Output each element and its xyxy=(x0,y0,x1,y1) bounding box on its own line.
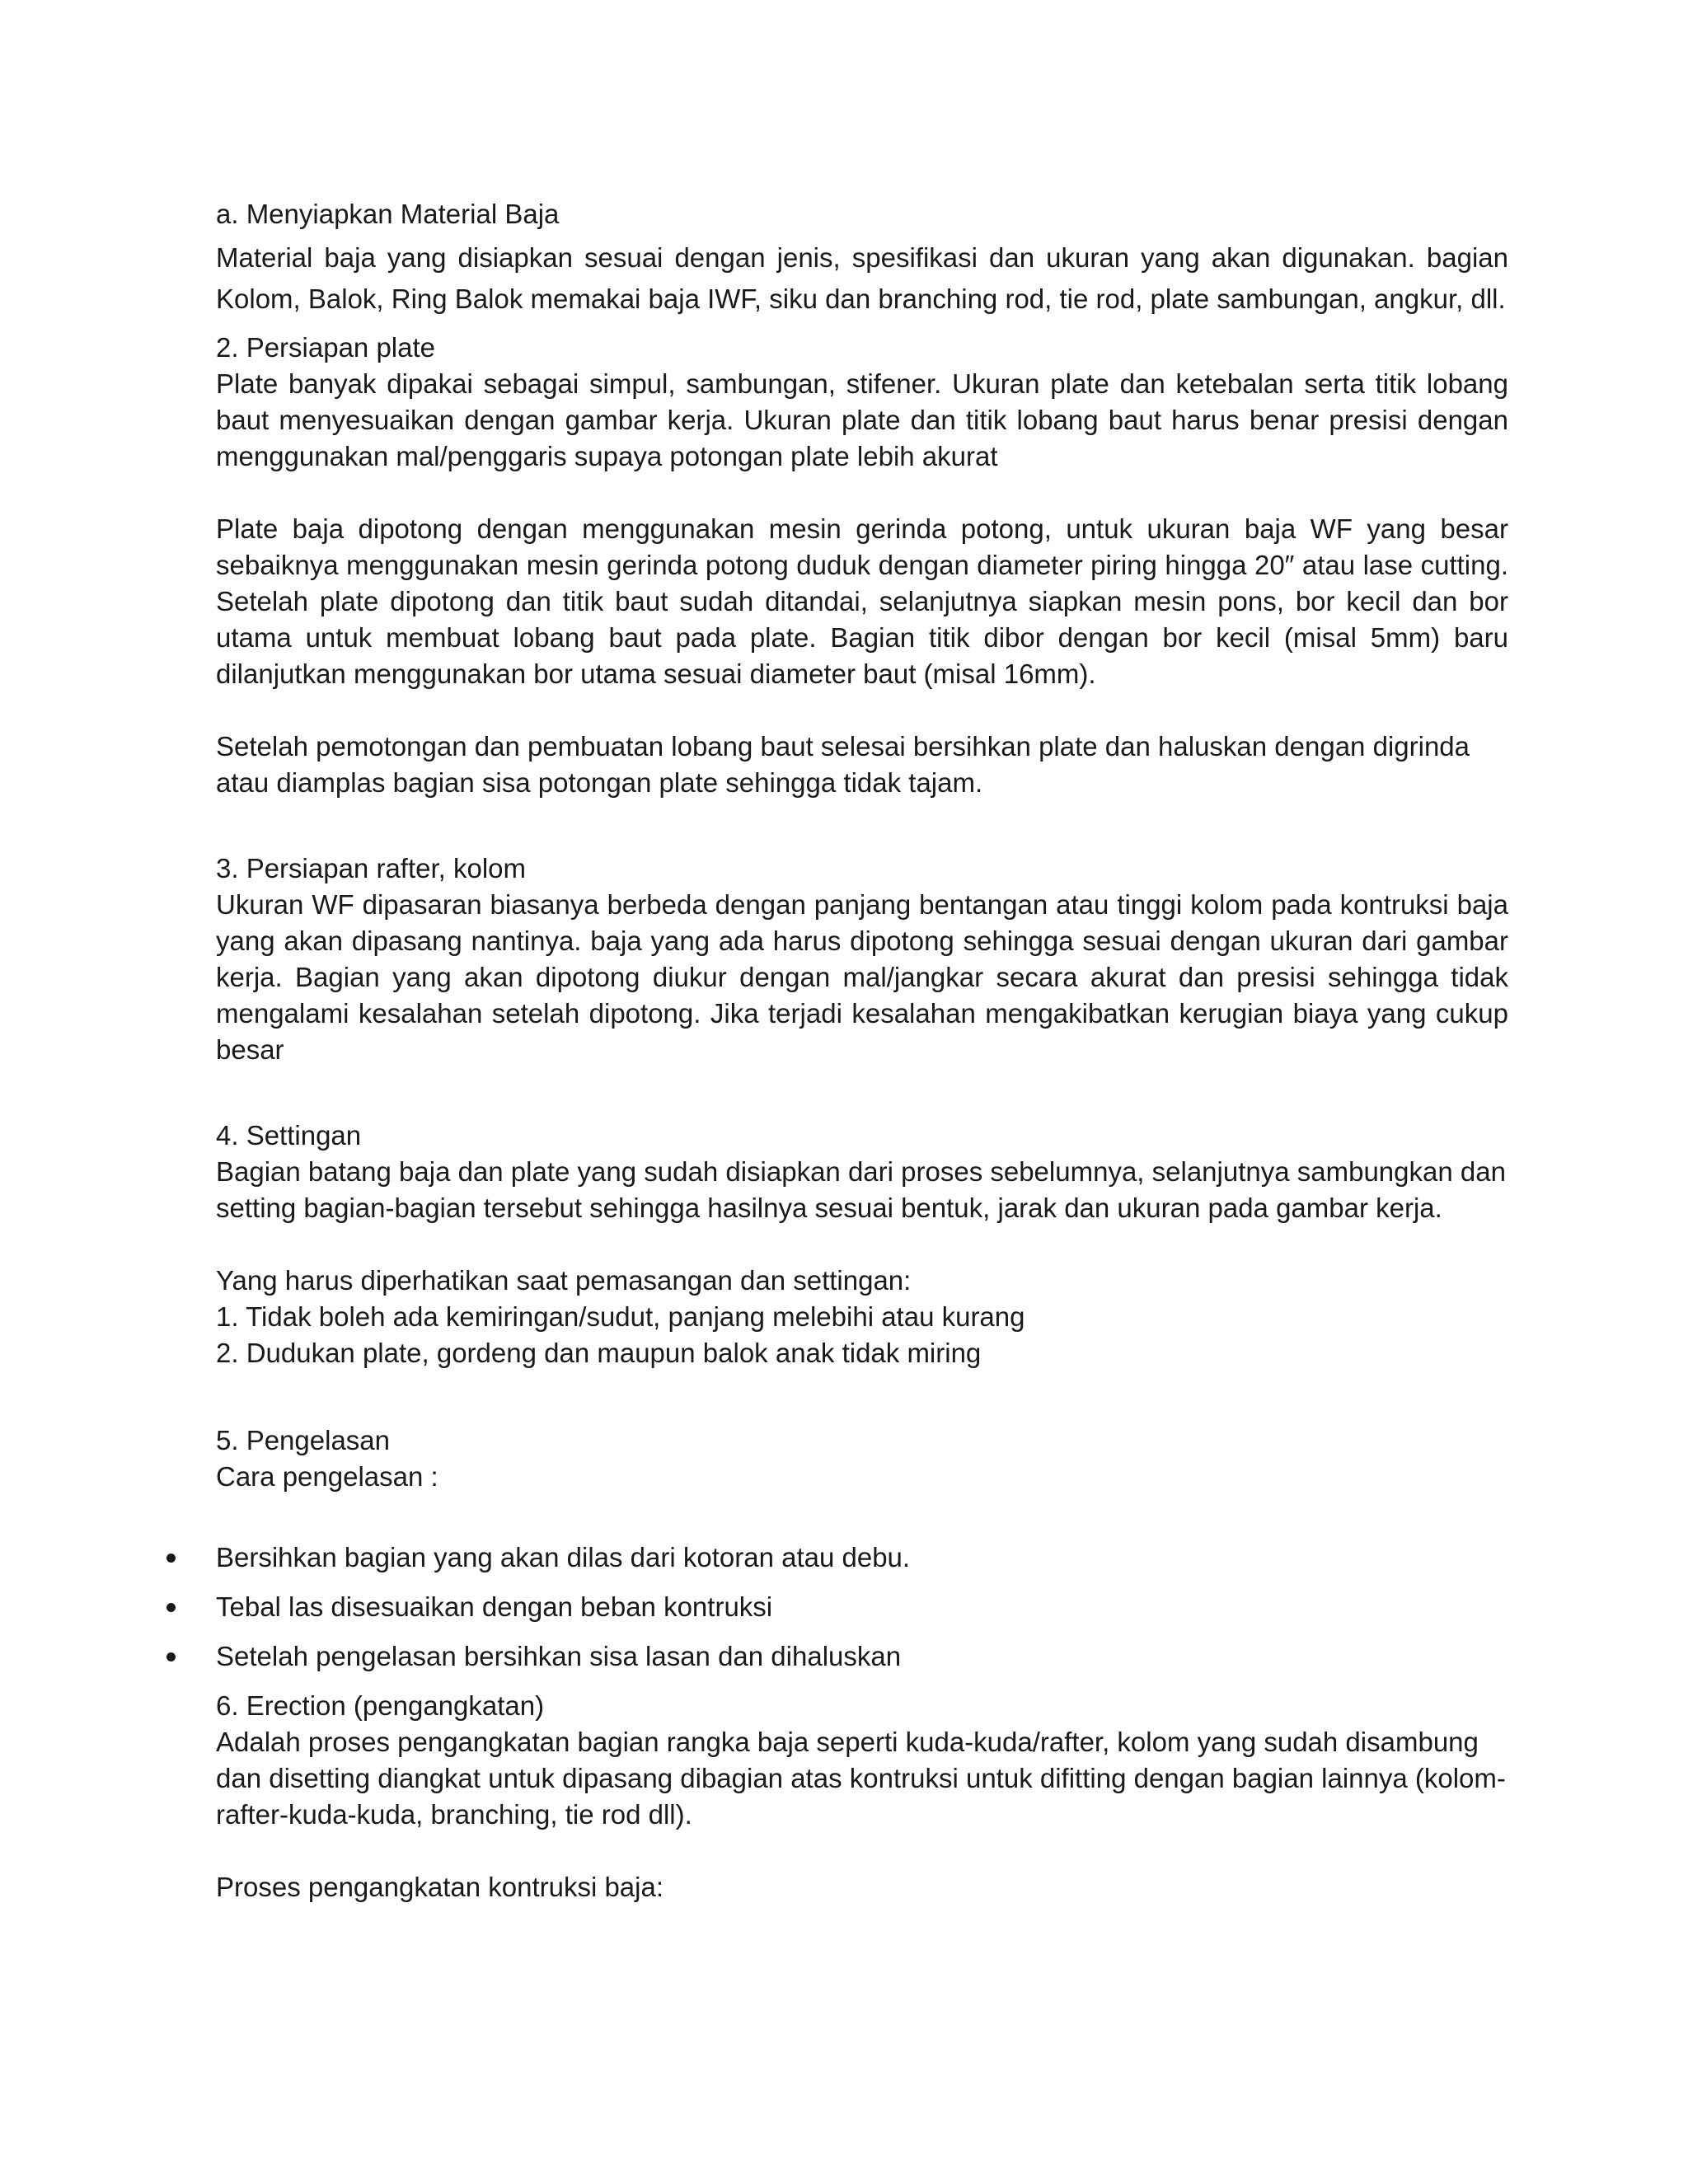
section-6-closing: Proses pengangkatan kontruksi baja: xyxy=(216,1872,664,1902)
bullet-icon xyxy=(166,1554,176,1563)
section-2-body-3: Setelah pemotongan dan pembuatan lobang baut selesai bersihkan plate dan haluskan dengan digrinda atau diamplas bagian sisa potongan plate sehingga tidak tajam. xyxy=(216,731,1470,798)
section-6 xyxy=(216,1688,1508,1905)
section-3 xyxy=(216,851,1508,1068)
section-2-body-1: Plate banyak dipakai sebagai simpul, sambungan, stifener. Ukuran plate dan ketebalan serta titik lobang baut menyesuaikan dengan gambar kerja. Ukuran plate dan titik lobang baut harus benar presisi dengan menggunakan mal/penggaris supaya potongan plate lebih akurat xyxy=(216,368,1508,471)
section-a-body: Material baja yang disiapkan sesuai dengan jenis, spesifikasi dan ukuran yang akan digunakan. bagian Kolom, Balok, Ring Balok memakai baja IWF, siku dan branching rod, tie rod, plate sambungan, angkur, dll. xyxy=(216,242,1508,314)
section-4-heading: 4. Settingan xyxy=(216,1120,362,1151)
section-6-heading: 6. Erection (pengangkatan) xyxy=(216,1690,545,1721)
bullet-item xyxy=(216,1540,1508,1576)
section-5 xyxy=(216,1422,1508,1675)
list-item: 1. Tidak boleh ada kemiringan/sudut, panjang melebihi atau kurang xyxy=(216,1301,1025,1332)
bullet-text: Setelah pengelasan bersihkan sisa lasan dan dihaluskan xyxy=(216,1641,902,1671)
bullet-icon xyxy=(166,1652,176,1661)
section-6-body: Adalah proses pengangkatan bagian rangka baja seperti kuda-kuda/rafter, kolom yang sudah disambung dan disetting diangkat untuk dipasang dibagian atas kontruksi untuk difitting dengan bagian lainnya (kolom-rafter-kuda-kuda, branching, tie rod dll). xyxy=(216,1727,1506,1830)
section-4-note-intro: Yang harus diperhatikan saat pemasangan dan settingan: xyxy=(216,1265,912,1296)
bullet-text: Tebal las disesuaikan dengan beban kontruksi xyxy=(216,1591,773,1622)
section-4-notes xyxy=(216,1299,1508,1371)
section-2-heading: 2. Persiapan plate xyxy=(216,332,436,363)
bullet-icon xyxy=(166,1603,176,1612)
section-5-heading: 5. Pengelasan xyxy=(216,1425,391,1455)
section-a xyxy=(216,196,1508,320)
section-5-intro: Cara pengelasan : xyxy=(216,1461,438,1492)
section-2 xyxy=(216,330,1508,801)
bullet-text: Bersihkan bagian yang akan dilas dari kotoran atau debu. xyxy=(216,1542,911,1572)
section-3-heading: 3. Persiapan rafter, kolom xyxy=(216,853,527,883)
section-4-body: Bagian batang baja dan plate yang sudah disiapkan dari proses sebelumnya, selanjutnya sambungkan dan setting bagian-bagian tersebut sehingga hasilnya sesuai bentuk, jarak dan ukuran pada gambar kerja. xyxy=(216,1156,1506,1223)
document-page xyxy=(216,196,1508,1905)
section-2-body-2: Plate baja dipotong dengan menggunakan mesin gerinda potong, untuk ukuran baja WF yang besar sebaiknya menggunakan mesin gerinda potong duduk dengan diameter piring hingga 20″ atau lase cutting. Setelah plate dipotong dan titik baut sudah ditandai, selanjutnya siapkan mesin pons, bor kecil dan bor utama untuk membuat lobang baut pada plate. Bagian titik dibor dengan bor kecil (misal 5mm) baru dilanjutkan menggunakan bor utama sesuai diameter baut (misal 16mm). xyxy=(216,513,1508,689)
section-3-body: Ukuran WF dipasaran biasanya berbeda dengan panjang bentangan atau tinggi kolom pada kontruksi baja yang akan dipasang nantinya. baja yang ada harus dipotong sehingga sesuai dengan ukuran dari gambar kerja. Bagian yang akan dipotong diukur dengan mal/jangkar secara akurat dan presisi sehingga tidak mengalami kesalahan setelah dipotong. Jika terjadi kesalahan mengakibatkan kerugian biaya yang cukup besar xyxy=(216,889,1508,1065)
section-a-heading: a. Menyiapkan Material Baja xyxy=(216,199,560,229)
bullet-item xyxy=(216,1638,1508,1675)
section-4 xyxy=(216,1118,1508,1371)
list-item: 2. Dudukan plate, gordeng dan maupun balok anak tidak miring xyxy=(216,1338,982,1368)
bullet-item xyxy=(216,1589,1508,1625)
section-5-bullets xyxy=(216,1540,1508,1675)
